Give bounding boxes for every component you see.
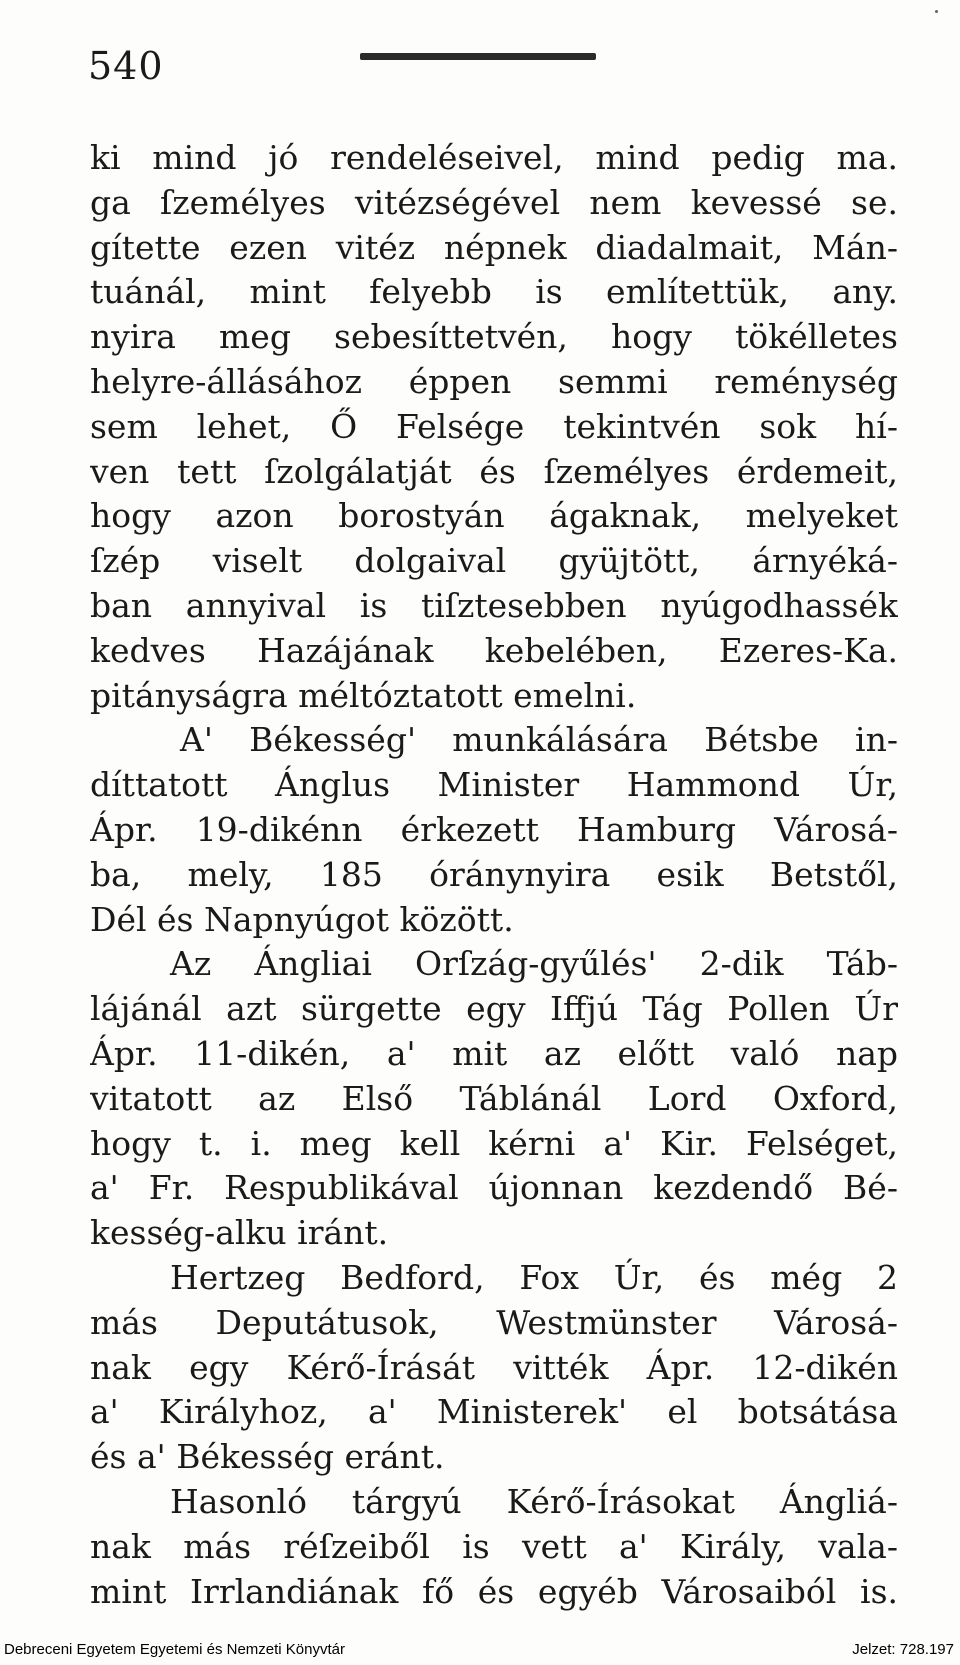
paragraph-start-line: Az Ángliai Orſzág-gyűlés' 2-dik Táb-	[170, 944, 898, 984]
text-line: hogy azon borostyán ágaknak, melyeket	[90, 496, 898, 536]
text-line: mint Irrlandiának fő és egyéb Városaiból is.	[90, 1571, 898, 1611]
text-line: Ápr. 11-dikén, a' mit az előtt való nap	[90, 1033, 898, 1073]
text-line: nak egy Kérő-Írását vitték Ápr. 12-dikén	[90, 1347, 898, 1387]
text-line: más Deputátusok, Westmünster Városá-	[90, 1302, 898, 1342]
text-line: nyira meg sebesíttetvén, hogy tökélletes	[90, 317, 898, 357]
text-line: sem lehet, Ő Felsége tekintvén sok hí-	[90, 406, 898, 446]
text-line: ba, mely, 185 óránynyira esik Betstől,	[90, 854, 898, 894]
paragraph-end-line: és a' Békesség eránt.	[90, 1437, 445, 1477]
paragraph-start-line: A' Békesség' munkálására Bétsbe in-	[180, 720, 898, 760]
paragraph-end-line: Dél és Napnyúgot között.	[90, 899, 514, 939]
text-line: lájánál azt sürgette egy Iffjú Tág Pollen Úr	[90, 989, 898, 1029]
paragraph-end-line: pitányságra méltóztatott emelni.	[90, 675, 637, 715]
library-credit: Debreceni Egyetem Egyetemi és Nemzeti Könyvtár	[4, 1641, 345, 1658]
text-line: a' Királyhoz, a' Ministerek' el botsátása	[90, 1392, 898, 1432]
body-text	[90, 136, 898, 1614]
shelfmark: Jelzet: 728.197	[852, 1641, 954, 1658]
text-line: ven tett ſzolgálatját és ſzemélyes érdemeit,	[90, 451, 898, 491]
ink-speck	[935, 10, 938, 13]
text-line: Ápr. 19-dikénn érkezett Hamburg Városá-	[90, 809, 898, 849]
text-line: a' Fr. Respublikával újonnan kezdendő Bé-	[90, 1168, 898, 1208]
text-line: ban annyival is tiſztesebben nyúgodhassék	[90, 585, 898, 625]
paragraph-start-line: Hertzeg Bedford, Fox Úr, és még 2	[170, 1257, 898, 1297]
text-line: ſzép viselt dolgaival gyüjtött, árnyéká-	[90, 541, 898, 581]
text-line: ga ſzemélyes vitézségével nem kevessé se.	[90, 182, 898, 222]
text-line: hogy t. i. meg kell kérni a' Kir. Felséget,	[90, 1123, 898, 1163]
text-line: ki mind jó rendeléseivel, mind pedig ma.	[90, 138, 898, 177]
text-line: nak más réſzeiből is vett a' Király, vala-	[90, 1526, 898, 1566]
paragraph-end-line: kesség-alku iránt.	[90, 1213, 389, 1253]
text-line: helyre-állásához éppen semmi reménység	[90, 361, 898, 401]
text-line: kedves Hazájának kebelében, Ezeres-Ka.	[90, 630, 898, 670]
page-number: 540	[88, 44, 164, 88]
text-line: gítette ezen vitéz népnek diadalmait, Mán-	[90, 227, 898, 267]
text-line: díttatott Ánglus Minister Hammond Úr,	[90, 765, 898, 805]
text-line: vitatott az Első Táblánál Lord Oxford,	[90, 1078, 898, 1118]
footer	[0, 1634, 960, 1665]
paragraph-start-line: Hasonló tárgyú Kérő-Írásokat Ángliá-	[170, 1481, 898, 1521]
text-line: tuánál, mint felyebb is említettük, any.	[90, 272, 898, 312]
header-rule	[360, 53, 596, 60]
